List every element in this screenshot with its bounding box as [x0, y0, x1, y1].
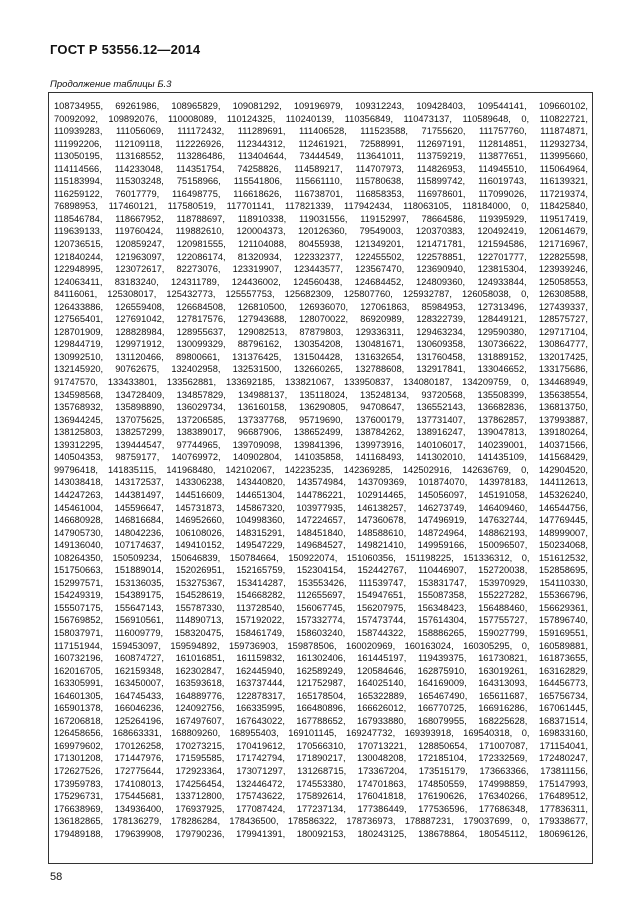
table-line: 162016705, 162159348, 162302847, 162445940, 162589249, 120584646, 162875910, 163019261, 163162829,: [54, 665, 588, 676]
table-line: 164601305, 164745433, 164889776, 122878317, 165178504, 165322889, 165467490, 165611687, 165756734,: [54, 690, 588, 701]
table-line: 179489188, 179639908, 179790236, 179941391, 180092153, 180243125, 138678864, 180545112, 180696126,: [54, 828, 588, 839]
table-line: 127565401, 127691042, 127817576, 127943688, 128070022, 86920989, 128322739, 128449121, 128575727,: [54, 314, 588, 325]
table-line: 76898953, 117460121, 117580519, 117701141, 117821339, 117942434, 118063105, 118184000, 0, 118425840,: [54, 201, 588, 212]
table-line: 163305991, 163450007, 163593618, 163737444, 121752987, 164025140, 164169009, 164313093, 164456773,: [54, 678, 588, 689]
table-line: 115183994, 115303248, 75158966, 115541806, 115661110, 115780638, 115899742, 116019743, 116139321,: [54, 176, 588, 187]
table-line: 126433886, 126559408, 126684508, 126810500, 126936070, 127061863, 85984953, 127313496, 127439337,: [54, 301, 588, 312]
table-line: 91747570, 133433801, 133562881, 133692185, 133821067, 133950837, 134080187, 134209759, 0, 134468949,: [54, 377, 588, 388]
page-number: 58: [50, 871, 63, 883]
table-line: 171301208, 171447976, 171595585, 171742794, 171890217, 130048208, 172185104, 172332569, 172480247,: [54, 753, 588, 764]
table-cell-text: [54, 100, 588, 840]
table-b3-continuation: [48, 92, 593, 864]
table-line: 120736515, 120859247, 120981555, 121104088, 80455938, 121349201, 121471781, 121594586, 121716967,: [54, 239, 588, 250]
table-line: 155507175, 155647143, 155787330, 113728540, 156067745, 156207975, 156348423, 156488460, 156629361,: [54, 602, 588, 613]
table-line: 169979602, 170126258, 170273215, 170419612, 170566310, 170713221, 128850654, 171007087, 171154041,: [54, 740, 588, 751]
table-line: 165901378, 166046236, 124092756, 166335995, 166480896, 166626012, 166770725, 166916286, 167061445,: [54, 703, 588, 714]
table-line: 111992206, 112109118, 112226926, 112344312, 112461921, 72588991, 112697191, 112814851, 112932734,: [54, 138, 588, 149]
table-line: 130992510, 131120466, 89800661, 131376425, 131504428, 131632654, 131760458, 131889152, 132017425,: [54, 351, 588, 362]
table-line: 108734955, 69261986, 108965829, 109081292, 109196979, 109312243, 109428403, 109544141, 109660102,: [54, 101, 588, 111]
table-line: 139312295, 139444547, 97744965, 139709098, 139841396, 139973916, 140106017, 140239001, 140371566,: [54, 439, 588, 450]
table-line: 129844719, 129971912, 130099329, 88796162, 130354208, 130481671, 130609358, 130736622, 130864777,: [54, 339, 588, 350]
table-line: 140504353, 98759177, 140769972, 140902804, 141035858, 141168493, 141302010, 141435109, 141568429,: [54, 452, 588, 463]
table-line: 154249319, 154389175, 154528619, 154668282, 112655697, 154947651, 155087358, 155227282, 155366796,: [54, 590, 588, 601]
table-line: 149136040, 107174637, 149410152, 149547229, 149684527, 149821410, 149959166, 150096507, 150234068,: [54, 540, 588, 551]
table-line: 121840244, 121963097, 122086174, 81320934, 122332377, 122455502, 122578851, 122701777, 122825598,: [54, 251, 588, 262]
table-line: 116259122, 76017779, 116498775, 116618626, 116738701, 116858353, 116978601, 117099026, 117219374,: [54, 188, 588, 199]
table-line: 145461004, 145596647, 145731873, 145867320, 103977935, 146138257, 146273749, 146409460, 146544756,: [54, 502, 588, 513]
table-line: 128701909, 128828984, 128955637, 129082513, 87879803, 129336311, 129463234, 129590380, 129717104,: [54, 326, 588, 337]
table-line: 138125803, 138257299, 138389017, 96687906, 138652499, 138784262, 138916247, 139047813, 139180264,: [54, 427, 588, 438]
document-header: ГОСТ Р 53556.12—2014: [50, 42, 201, 57]
table-line: 117151944, 159453097, 159594892, 159736903, 159878506, 160020969, 160163024, 160305295, 0, 160589881,: [54, 640, 588, 651]
table-line: 173959783, 174108013, 174256454, 132446472, 174553380, 174701863, 174850559, 174998859, 175147993,: [54, 778, 588, 789]
table-line: 119639133, 119760424, 119882610, 120004373, 120126360, 79549003, 120370383, 120492419, 120614679,: [54, 226, 588, 237]
table-line: 143038418, 143172537, 143306238, 143440820, 143574984, 143709369, 101874070, 143978183, 144112613,: [54, 477, 588, 488]
table-line: 176638969, 134936400, 176937925, 177087424, 177237134, 177386449, 177536596, 177686348, 177836311,: [54, 803, 588, 814]
table-line: 175296731, 175445681, 133712800, 175743622, 175892614, 176041818, 176190626, 176340266, 176489512,: [54, 791, 588, 802]
table-line: 118546784, 118667952, 118788697, 118910338, 119031556, 119152997, 78664586, 119395929, 119517419,: [54, 213, 588, 224]
table-line: 151750663, 151889014, 152026951, 152165759, 152304154, 152442767, 110446907, 152720038, 152858695,: [54, 565, 588, 576]
table-line: 147905730, 148042236, 106108026, 148315291, 148451840, 148588610, 148724964, 148862193, 148999007,: [54, 527, 588, 538]
table-line: 122948995, 123072617, 82273076, 123319907, 123443577, 123567470, 123690940, 123815304, 123939246,: [54, 264, 588, 275]
table-line: 99796418, 141835115, 141968480, 142102067, 142235235, 142369285, 142502916, 142636769, 0, 142904520,: [54, 464, 588, 475]
table-line: 160732196, 160874727, 161016851, 161159832, 161302406, 161445197, 119439375, 161730821, 161873655,: [54, 653, 588, 664]
table-line: 124063411, 83183240, 124311789, 124436002, 124560438, 124684452, 124809360, 124933844, 125058553,: [54, 276, 588, 287]
table-caption: Продолжение таблицы Б.3: [50, 79, 172, 90]
table-line: 110939283, 111056069, 111172432, 111289691, 111406528, 111523588, 71755620, 111757760, 111874871,: [54, 126, 588, 137]
table-line: 114114566, 114233048, 114351754, 74258826, 114589217, 114707973, 114826953, 114945510, 115064964,: [54, 163, 588, 174]
table-line: 146680928, 146816684, 146952660, 104998360, 147224657, 147360678, 147496919, 147632744, 147769445,: [54, 515, 588, 526]
table-line: 84116061, 125308017, 125432773, 125557753, 125682309, 125807760, 125932787, 126058038, 0, 126308588,: [54, 289, 588, 300]
table-line: 152997571, 153136035, 153275367, 153414287, 153553426, 111539747, 153831747, 153970929, 154110330,: [54, 577, 588, 588]
table-line: 144247263, 144381497, 144516609, 144651304, 144786221, 102914465, 145056097, 145191058, 145326240,: [54, 489, 588, 500]
table-line: 167206818, 125264196, 167497607, 167643022, 167788652, 167933880, 168079955, 168225628, 168371514,: [54, 715, 588, 726]
table-line: 156769852, 156910561, 114890713, 157192022, 157332774, 157473744, 157614304, 157755727, 157896740,: [54, 615, 588, 626]
table-line: 172627526, 172775644, 172923364, 173071297, 131268715, 173367204, 173515179, 173663366, 173811156,: [54, 765, 588, 776]
table-line: 134598568, 134728409, 134857829, 134988137, 135118024, 135248134, 93720568, 135508399, 135638554,: [54, 389, 588, 400]
table-line: 136944245, 137075625, 137206585, 137337768, 95719690, 137600179, 137731407, 137862857, 137993887,: [54, 414, 588, 425]
table-line: 126458656, 168663331, 168809260, 168955403, 169101145, 169247732, 169393918, 169540318, 0, 169833160,: [54, 728, 588, 739]
table-line: 135768932, 135898890, 136029734, 136160158, 136290805, 94708647, 136552143, 136682836, 136813750,: [54, 402, 588, 413]
table-line: 113050195, 113168552, 113286486, 113404644, 73444549, 113641011, 113759219, 113877651, 113995660,: [54, 151, 588, 162]
table-line: 132145920, 90762675, 132402958, 132531500, 132660265, 132788608, 132917841, 133046652, 133175686,: [54, 364, 588, 375]
table-line: 70092092, 109892076, 110008089, 110124325, 110240139, 110356849, 110473137, 110589648, 0, 110822721,: [54, 113, 588, 124]
table-line: 108264350, 150509234, 150646839, 150784664, 150922074, 151060356, 151198225, 151336312, 0, 151612532,: [54, 552, 588, 563]
table-line: 158037971, 116009779, 158320475, 158461749, 158603240, 158744322, 158886265, 159027799, 159169551,: [54, 627, 588, 638]
table-line: 136182865, 178136279, 178286284, 178436500, 178586322, 178736973, 178887231, 179037699, 0, 179338677,: [54, 816, 588, 827]
